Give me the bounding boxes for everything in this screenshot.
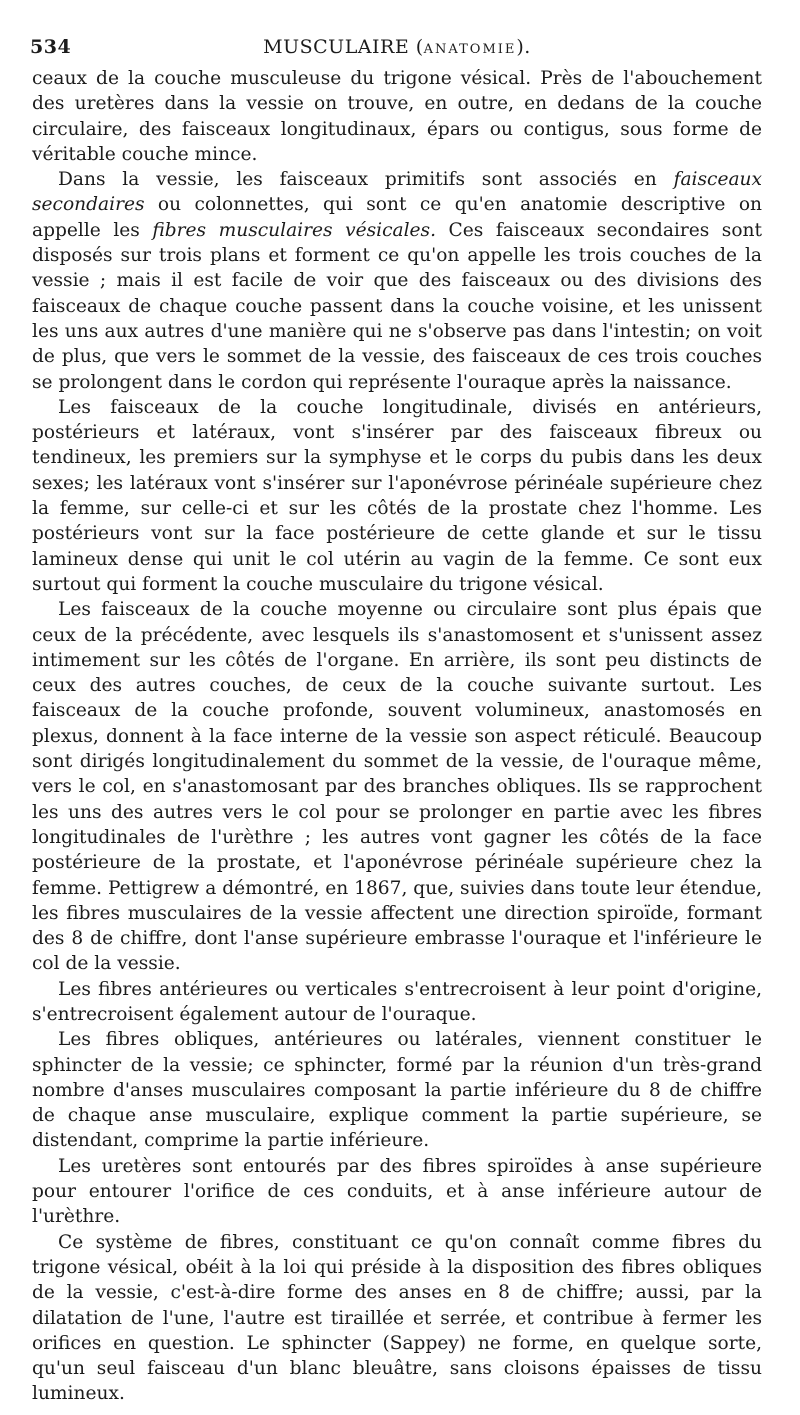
running-head-subtitle: ANATOMIE — [423, 42, 517, 57]
page-number: 534 — [30, 36, 72, 58]
italic-term: fibres musculaires vésicales. — [152, 219, 436, 241]
running-head-title: MUSCULAIRE — [263, 36, 410, 58]
paragraph-text: Les faisceaux de la couche longitudinale, divisés en antérieurs, postérieurs et latéraux, vont s'insérer par des faisceaux fibreux ou tendineux, les premiers sur la symphyse et le corps du pubis dans les deux sexes; les latéraux vont s'insérer sur l'aponévrose périnéale supérieure chez la femme, sur celle-ci et sur les côtés de la prostate chez l'homme. Les postérieurs vont sur la face postérieure de cette glande et sur le tissu lamineux dense qui unit le col utérin au vagin de la femme. Ce sont eux surtout qui forment la couche musculaire du trigone vésical. — [32, 396, 762, 595]
body-text — [32, 66, 762, 1407]
paragraph-text: ceaux de la couche musculeuse du trigone vésical. Près de l'abouchement des uretères dans la vessie on trouve, en outre, en dedans de la couche circulaire, des faisceaux longitudinaux, épars ou contigus, sous forme de véritable couche mince. — [32, 68, 762, 165]
paragraph-text: Les fibres antérieures ou verticales s'entrecroisent à leur point d'origine, s'entrecroisent également autour de l'ouraque. — [32, 978, 762, 1025]
running-head-open: ( — [409, 36, 424, 58]
paragraph-text: Les uretères sont entourés par des fibres spiroïdes à anse supérieure pour entourer l'orifice de ces conduits, et à anse inférieure autour de l'urèthre. — [32, 1155, 762, 1228]
paragraph-text: ou colonnettes, qui sont ce qu'en anatomie descriptive on appelle les — [32, 194, 762, 241]
running-head — [30, 36, 764, 58]
paragraph-text: Les fibres obliques, antérieures ou latérales, viennent constituer le sphincter de la vessie; ce sphincter, formé par la réunion d'un très-grand nombre d'anses musculaires composant la partie inférieure du 8 de chiffre de chaque anse musculaire, explique comment la partie supérieure, se distendant, comprime la partie inférieure. — [32, 1029, 762, 1152]
paragraph-text: Ce système de fibres, constituant ce qu'on connaît comme fibres du trigone vésical, obéit à la loi qui préside à la disposition des fibres obliques de la vessie, c'est-à-dire forme des anses en 8 de chiffre; aussi, par la dilatation de l'une, l'autre est tiraillée et serrée, et contribue à fermer les orifices en question. Le sphincter (Sappey) ne forme, en quelque sorte, qu'un seul faisceau d'un blanc bleuâtre, sans cloisons épaisses de tissu lumineux. — [32, 1231, 762, 1405]
paragraph — [32, 66, 762, 167]
paragraph-text: Ces faisceaux secondaires sont disposés sur trois plans et forment ce qu'on appelle les trois couches de la vessie ; mais il est facile de voir que des faisceaux ou des divisions des faisceaux de chaque couche passent dans la couche voisine, et les unissent les uns aux autres d'une manière qui ne s'observe pas dans l'intestin; on voit de plus, que vers le sommet de la vessie, des faisceaux de ces trois couches se prolongent dans le cordon qui représente l'ouraque après la naissance. — [32, 219, 762, 393]
paragraph — [32, 167, 762, 395]
paragraph — [32, 977, 762, 1028]
paragraph-text: Dans la vessie, les faisceaux primitifs sont associés en — [58, 169, 674, 191]
paragraph — [32, 395, 762, 597]
paragraph — [32, 597, 762, 976]
page-header — [30, 36, 764, 62]
paragraph-text: Les faisceaux de la couche moyenne ou circulaire sont plus épais que ceux de la précédente, avec lesquels ils s'anastomosent et s'unissent assez intimement sur les côtés de l'organe. En arrière, ils sont peu distincts de ceux des autres couches, de ceux de la couche suivante surtout. Les faisceaux de la couche profonde, souvent volumineux, anastomosés en plexus, donnent à la face interne de la vessie son aspect réticulé. Beaucoup sont dirigés longitudinalement du sommet de la vessie, de l'ouraque même, vers le col, en s'anastomosant par des branches obliques. Ils se rapprochent les uns des autres vers le col pour se prolonger en partie avec les fibres longitudinales de l'urèthre ; les autres vont gagner les côtés de la face postérieure de la prostate, et l'aponévrose périnéale supérieure chez la femme. Pettigrew a démontré, en 1867, que, suivies dans toute leur étendue, les fibres musculaires de la vessie affectent une direction spiroïde, formant des 8 de chiffre, dont l'anse supérieure embrasse l'ouraque et l'inférieure le col de la vessie. — [32, 599, 762, 975]
running-head-close: ). — [516, 36, 531, 58]
paragraph — [32, 1154, 762, 1230]
paragraph — [32, 1027, 762, 1153]
italic-term: faisceaux secondaires — [32, 169, 762, 216]
paragraph — [32, 1230, 762, 1407]
